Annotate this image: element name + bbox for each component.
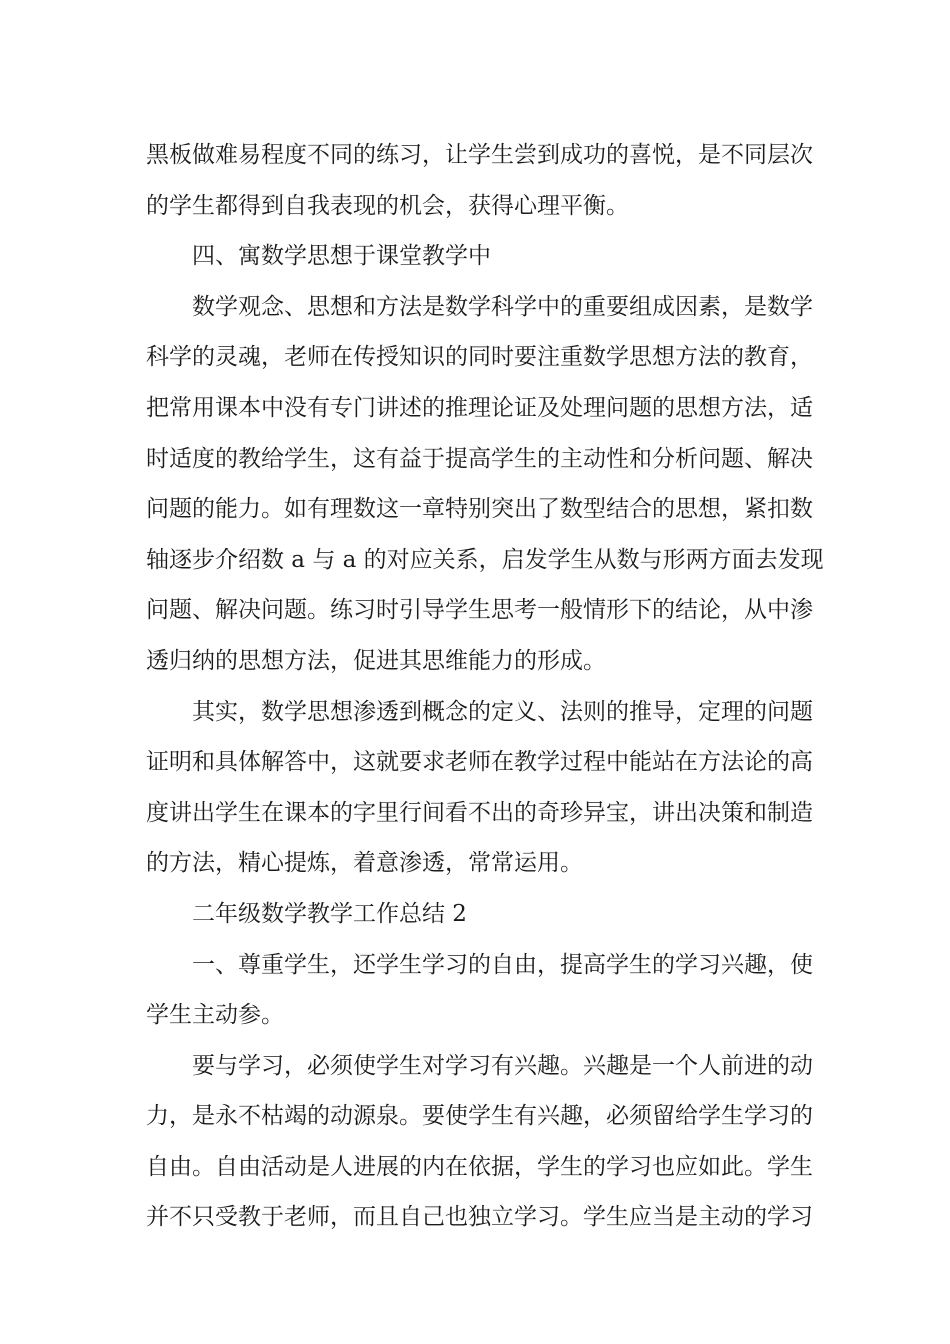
paragraph-line: 并不只受教于老师，而且自己也独立学习。学生应当是主动的学习 (146, 1204, 813, 1231)
paragraph-line: 一、尊重学生，还学生学习的自由，提高学生的学习兴趣，使 (192, 951, 813, 978)
paragraph-line: 证明和具体解答中，这就要求老师在教学过程中能站在方法论的高 (146, 749, 813, 776)
paragraph-line: 的方法，精心提炼，着意渗透，常常运用。 (146, 850, 583, 877)
paragraph-line: 力，是永不枯竭的动源泉。要使学生有兴趣，必须留给学生学习的 (146, 1103, 813, 1130)
paragraph-line: 的学生都得到自我表现的机会，获得心理平衡。 (146, 192, 629, 219)
paragraph-line: 黑板做难易程度不同的练习，让学生尝到成功的喜悦，是不同层次 (146, 142, 813, 168)
paragraph-line: 其实，数学思想渗透到概念的定义、法则的推导，定理的问题 (192, 698, 813, 725)
document-body (146, 130, 824, 1243)
paragraph-line: 学生主动参。 (146, 1002, 284, 1029)
paragraph-line: 度讲出学生在课本的字里行间看不出的奇珍异宝，讲出决策和制造 (146, 799, 813, 826)
paragraph-line: 时适度的教给学生，这有益于提高学生的主动性和分析问题、解决 (146, 445, 813, 472)
paragraph-line: 科学的灵魂，老师在传授知识的同时要注重数学思想方法的教育， (146, 344, 813, 371)
paragraph-line: 透归纳的思想方法，促进其思维能力的形成。 (146, 647, 606, 674)
section-heading: 四、寓数学思想于课堂教学中 (192, 243, 491, 270)
paragraph-line: 自由。自由活动是人进展的内在依据，学生的学习也应如此。学生 (146, 1153, 813, 1180)
paragraph-line: 问题的能力。如有理数这一章特别突出了数型结合的思想，紧扣数 (146, 496, 813, 523)
paragraph-line: 轴逐步介绍数 a 与 a 的对应关系，启发学生从数与形两方面去发现 (146, 546, 824, 573)
paragraph-line: 要与学习，必须使学生对学习有兴趣。兴趣是一个人前进的动 (192, 1052, 813, 1079)
paragraph-line: 数学观念、思想和方法是数学科学中的重要组成因素，是数学 (192, 293, 813, 320)
paragraph-line: 把常用课本中没有专门讲述的推理论证及处理问题的思想方法，适 (146, 394, 813, 421)
paragraph-line: 问题、解决问题。练习时引导学生思考一般情形下的结论，从中渗 (146, 597, 813, 624)
section-title: 二年级数学教学工作总结 2 (192, 900, 467, 927)
